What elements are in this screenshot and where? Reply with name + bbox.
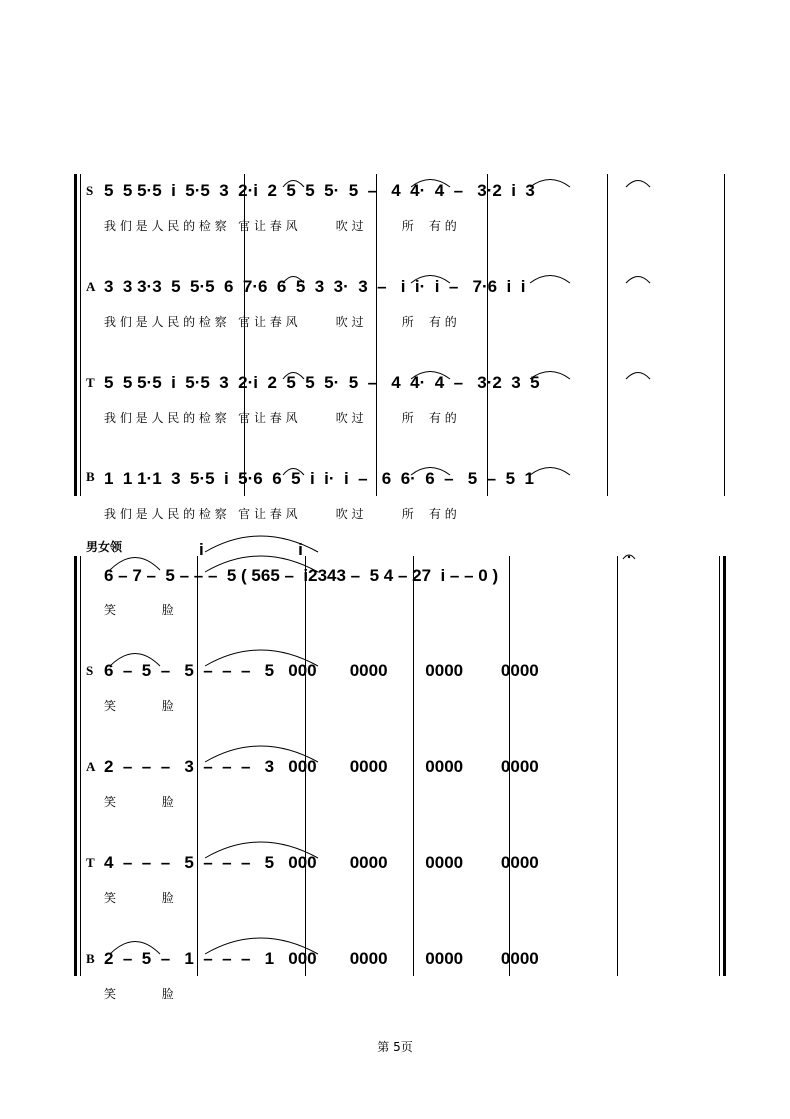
lyrics-soprano: 我 们 是 人 民 的 检 察 官 让 春 风 吹 过 所 有 的 (104, 219, 457, 233)
notes-lead: 6 – 7 – 5 – – – 5 ( 565 – i2343 – 5 4 – 27 i – – 0 ) (104, 566, 499, 585)
slur (205, 938, 318, 954)
lyrics-tenor: 我 们 是 人 民 的 检 察 官 让 春 风 吹 过 所 有 的 (104, 411, 457, 425)
voice-label-t: T (86, 375, 95, 390)
lyrics-tenor-2: 笑 脸 (104, 891, 174, 905)
notes-soprano-2: 6 – 5 – 5 – – – 5 000 0000 0000 0000 (104, 661, 539, 680)
slur (205, 556, 318, 572)
voice-label-a: A (86, 279, 96, 294)
notes-bass: 1 1 1·1 3 5·5 i 5·6 6 5 i i· i – 6 6· 6 – 5 – 5 1 (104, 469, 534, 488)
slur (411, 276, 450, 284)
slur (110, 654, 160, 667)
lyrics-soprano-2: 笑 脸 (104, 699, 174, 713)
slur (110, 942, 160, 955)
voice-label-a2: A (86, 759, 96, 774)
slur (205, 842, 318, 858)
notes-tenor-2: 4 – – – 5 – – – 5 000 0000 0000 0000 (104, 853, 539, 872)
notes-alto: 3 3 3·3 5 5·5 6 7·6 6 5 3 3· 3 – i i· i – 7·6 i i (104, 277, 526, 296)
slur (626, 181, 650, 188)
voice-label-s: S (86, 183, 94, 198)
lead-voices-heading: 男女领 (86, 540, 123, 554)
slur (283, 181, 304, 188)
slur (530, 180, 570, 188)
slur (626, 373, 650, 380)
lyrics-lead: 笑 脸 (104, 603, 174, 617)
slur (530, 468, 570, 476)
lead-top-notes: i i (199, 540, 303, 559)
lyrics-bass: 我 们 是 人 民 的 检 察 官 让 春 风 吹 过 所 有 的 (104, 507, 457, 521)
slur (110, 558, 160, 571)
slur (205, 536, 318, 552)
slur (530, 276, 570, 284)
lyrics-alto-2: 笑 脸 (104, 795, 174, 809)
page-number: 第 5页 (377, 1040, 413, 1054)
notes-alto-2: 2 – – – 3 – – – 3 000 0000 0000 0000 (104, 757, 539, 776)
slur (411, 468, 450, 476)
slur (283, 277, 304, 284)
voice-label-b2: B (86, 951, 95, 966)
notes-soprano: 5 5 5·5 i 5·5 3 2·i 2 5 5 5· 5 – 4 4· 4 – 3·2 i 3 (104, 181, 535, 200)
slur (283, 469, 304, 476)
slur (626, 277, 650, 284)
voice-label-t2: T (86, 855, 95, 870)
voice-label-b: B (86, 469, 95, 484)
slur (530, 372, 570, 380)
slur (205, 746, 318, 762)
slur (205, 650, 318, 666)
slur (411, 180, 450, 188)
lyrics-alto: 我 们 是 人 民 的 检 察 官 让 春 风 吹 过 所 有 的 (104, 315, 457, 329)
voice-label-s2: S (86, 663, 94, 678)
notes-bass-2: 2 – 5 – 1 – – – 1 000 0000 0000 0000 (104, 949, 539, 968)
slur (283, 373, 304, 380)
lyrics-bass-2: 笑 脸 (104, 987, 174, 1001)
slur (411, 372, 450, 380)
notes-tenor: 5 5 5·5 i 5·5 3 2·i 2 5 5 5· 5 – 4 4· 4 – 3·2 3 5 (104, 373, 540, 392)
